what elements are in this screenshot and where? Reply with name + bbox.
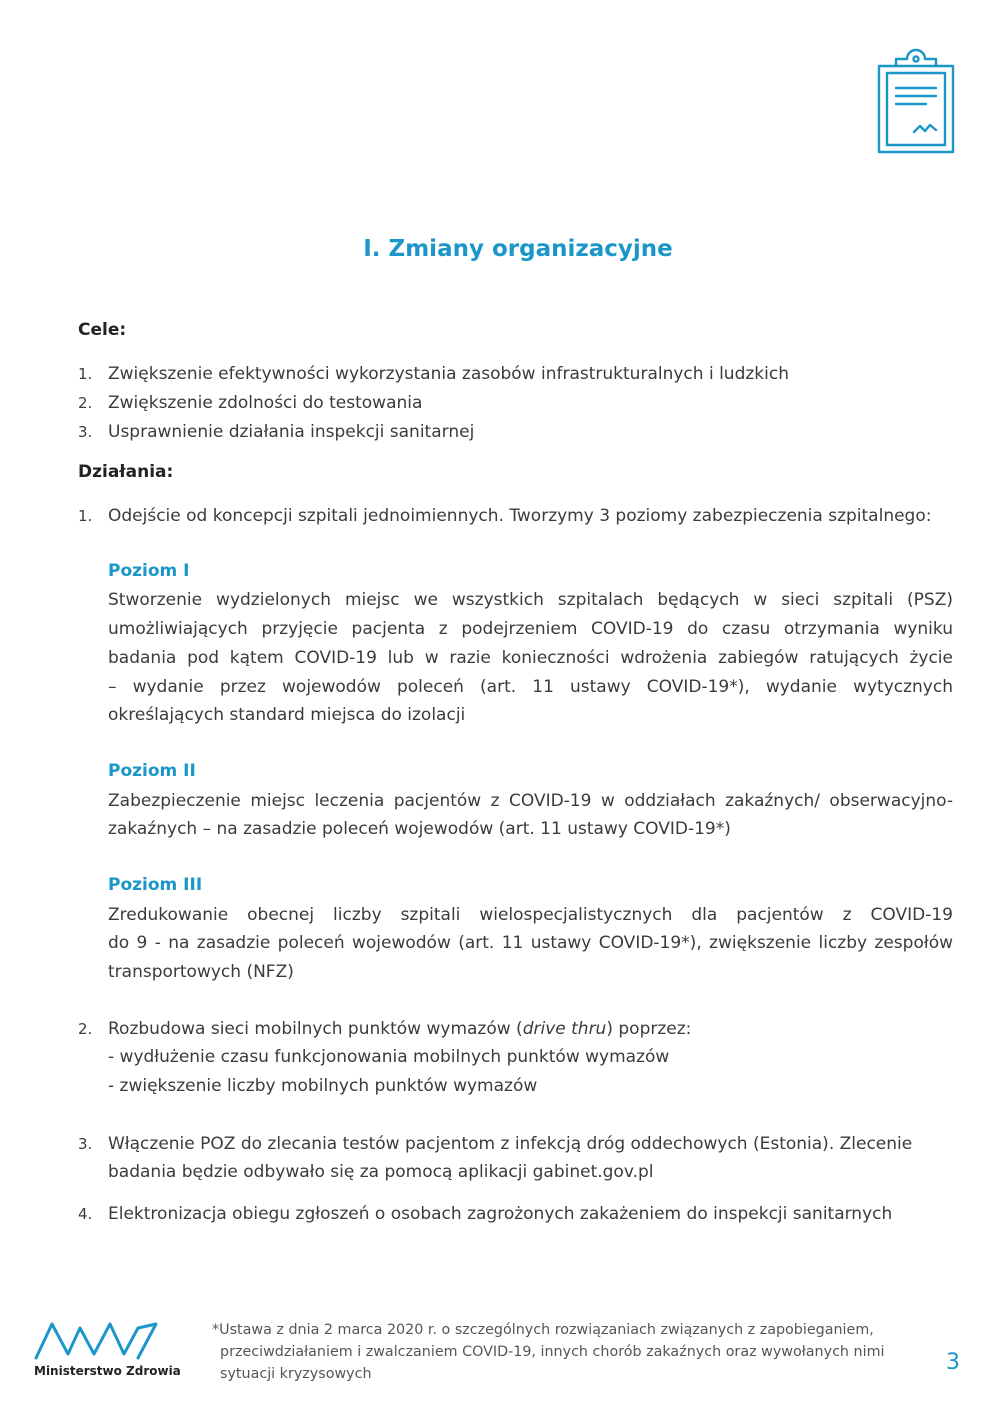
list-text — [108, 1015, 958, 1043]
list-text: Włączenie POZ do zlecania testów pacjentom z infekcją dróg oddechowych (Estonia). Zlecenie — [108, 1134, 913, 1154]
list-number: 2. — [78, 1020, 93, 1038]
actions-heading: Działania: — [78, 462, 174, 482]
footnote-line: sytuacji kryzysowych — [220, 1366, 372, 1382]
level-1-line: określających standard miejsca do izolacji — [108, 705, 466, 725]
level-1-line: Stworzenie wydzielonych miejsc we wszystkich szpitalach będących w sieci szpitali (PSZ) — [108, 590, 953, 610]
footnote — [212, 1319, 917, 1385]
level-2-line: Zabezpieczenie miejsc leczenia pacjentów z COVID-19 w oddziałach zakaźnych/ obserwacyjno- — [108, 791, 953, 811]
level-1-heading: Poziom I — [108, 561, 190, 581]
list-text: Zwiększenie zdolności do testowania — [108, 393, 423, 413]
list-number: 1. — [78, 365, 93, 383]
sub-list-item: - zwiększenie liczby mobilnych punktów wymazów — [108, 1076, 538, 1096]
level-1-line: badania pod kątem COVID-19 lub w razie konieczności wdrożenia zabiegów ratujących życie — [108, 648, 953, 668]
level-1-line: umożliwiających przyjęcie pacjenta z podejrzeniem COVID-19 do czasu otrzymania wyniku — [108, 619, 953, 639]
list-number: 3. — [78, 423, 93, 441]
page-title: I. Zmiany organizacyjne — [363, 236, 673, 262]
list-text: Usprawnienie działania inspekcji sanitarnej — [108, 422, 475, 442]
footnote-line: przeciwdziałaniem i zwalczaniem COVID-19, innych chorób zakaźnych oraz wywołanych nimi — [220, 1344, 885, 1360]
level-3-line: transportowych (NFZ) — [108, 962, 294, 982]
goals-heading: Cele: — [78, 320, 127, 340]
list-number: 3. — [78, 1135, 93, 1153]
list-number: 1. — [78, 507, 93, 525]
list-text: Elektronizacja obiegu zgłoszeń o osobach zagrożonych zakażeniem do inspekcji sanitarnych — [108, 1204, 893, 1224]
level-1-line: – wydanie przez wojewodów poleceń (art. 11 ustawy COVID-19*), wydanie wytycznych — [108, 677, 953, 697]
footnote-line: *Ustawa z dnia 2 marca 2020 r. o szczególnych rozwiązaniach związanych z zapobieganiem, — [212, 1322, 874, 1338]
level-3-heading: Poziom III — [108, 875, 203, 895]
list-text-part: ) poprzez: — [606, 1019, 692, 1039]
list-text-italic: drive thru — [522, 1019, 607, 1039]
level-3-line: do 9 - na zasadzie poleceń wojewodów (art. 11 ustawy COVID-19*), zwiększenie liczby zespołów — [108, 933, 953, 953]
logo-text: Ministerstwo Zdrowia — [34, 1364, 181, 1378]
list-number: 2. — [78, 394, 93, 412]
sub-list-item: - wydłużenie czasu funkcjonowania mobilnych punktów wymazów — [108, 1047, 670, 1067]
list-text: badania będzie odbywało się za pomocą aplikacji gabinet.gov.pl — [108, 1162, 654, 1182]
list-number: 4. — [78, 1205, 93, 1223]
list-text: Zwiększenie efektywności wykorzystania zasobów infrastrukturalnych i ludzkich — [108, 364, 789, 384]
ministry-logo-icon — [34, 1318, 158, 1362]
list-text: Odejście od koncepcji szpitali jednoimiennych. Tworzymy 3 poziomy zabezpieczenia szpitalnego: — [108, 506, 932, 526]
page-number: 3 — [946, 1350, 960, 1375]
level-2-heading: Poziom II — [108, 761, 196, 781]
level-3-line: Zredukowanie obecnej liczby szpitali wielospecjalistycznych dla pacjentów z COVID-19 — [108, 905, 953, 925]
level-2-line: zakaźnych – na zasadzie poleceń wojewodów (art. 11 ustawy COVID-19*) — [108, 819, 731, 839]
list-text-part: Rozbudowa sieci mobilnych punktów wymazów ( — [108, 1019, 523, 1039]
clipboard-icon — [876, 46, 956, 156]
